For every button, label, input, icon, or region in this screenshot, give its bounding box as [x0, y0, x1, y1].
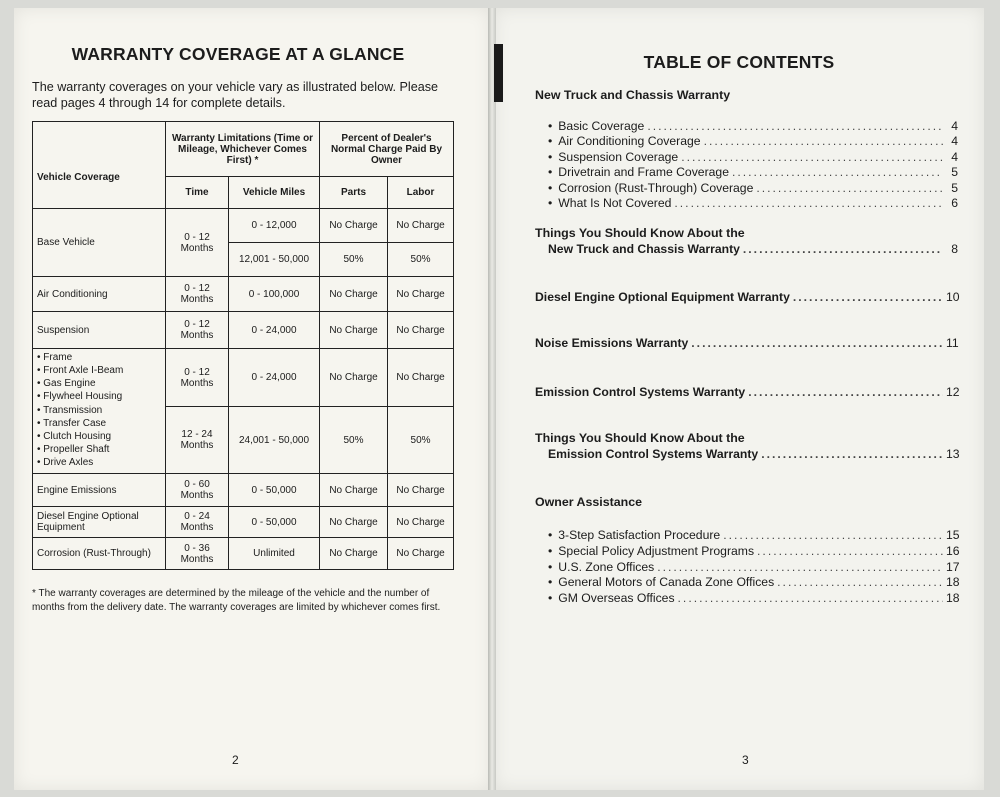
bullet-icon: • [548, 575, 553, 590]
cell-parts: No Charge [320, 474, 388, 507]
cell-miles: Unlimited [229, 538, 320, 570]
header-labor: Labor [388, 177, 454, 209]
cell-labor: 50% [388, 407, 454, 474]
toc-label: Special Policy Adjustment Programs [558, 543, 755, 558]
toc-label: Diesel Engine Optional Equipment Warranty [535, 290, 790, 304]
table-row [33, 349, 454, 407]
toc-label: Suspension Coverage [558, 149, 679, 164]
toc-label: U.S. Zone Offices [558, 559, 655, 574]
toc-page: 5 [951, 180, 958, 195]
cell-parts: No Charge [320, 277, 388, 312]
page-number-left: 2 [232, 753, 239, 767]
toc-page: 8 [951, 242, 958, 256]
drivetrain-item: • Front Axle I-Beam [37, 365, 161, 378]
toc-page: 18 [946, 591, 960, 606]
toc-page: 17 [946, 559, 960, 574]
table-row [33, 474, 454, 507]
toc-things1[interactable] [548, 242, 958, 256]
toc-page: 4 [951, 134, 958, 149]
table-row [33, 538, 454, 570]
cell-labor: No Charge [388, 209, 454, 243]
toc-label: Noise Emissions Warranty [535, 336, 689, 350]
cell-time: 0 - 36 Months [166, 538, 229, 570]
toc-page: 13 [946, 447, 960, 461]
warranty-table [32, 121, 454, 570]
header-percent: Percent of Dealer's Normal Charge Paid By Owner [320, 122, 454, 177]
toc-section-owner: Owner Assistance [535, 495, 642, 509]
cell-parts: No Charge [320, 349, 388, 407]
bullet-icon: • [548, 165, 553, 180]
toc-entry[interactable] [548, 575, 958, 589]
toc-entry[interactable] [548, 560, 958, 574]
leader-dots [732, 165, 943, 179]
leader-dots [657, 560, 943, 574]
toc-entry[interactable] [548, 528, 958, 542]
header-vehicle-coverage: Vehicle Coverage [33, 122, 166, 209]
toc-entry[interactable] [548, 544, 958, 558]
toc-label: Basic Coverage [558, 119, 645, 133]
bullet-icon: • [548, 543, 553, 558]
toc-things2[interactable] [548, 447, 958, 461]
bullet-icon: • [548, 196, 553, 210]
toc-entry[interactable] [548, 134, 958, 148]
bullet-icon: • [548, 149, 553, 164]
bullet-icon: • [548, 559, 553, 574]
toc-page: 5 [951, 165, 958, 180]
bullet-icon: • [548, 134, 553, 149]
cell-parts: No Charge [320, 538, 388, 570]
toc-page: 12 [946, 385, 960, 399]
header-time: Time [166, 177, 229, 209]
toc-entry[interactable] [548, 181, 958, 195]
cell-miles: 0 - 50,000 [229, 474, 320, 507]
toc-entry[interactable] [548, 150, 958, 164]
row-label: Base Vehicle [33, 209, 166, 277]
leader-dots [704, 134, 943, 148]
footnote: * The warranty coverages are determined by the mileage of the vehicle and the number of months from the delivery date. The warranty coverages are limited by whichever comes first. [32, 588, 441, 613]
cell-parts: 50% [320, 407, 388, 474]
cell-parts: 50% [320, 243, 388, 277]
toc-page: 16 [946, 543, 960, 558]
cell-miles: 0 - 12,000 [229, 209, 320, 243]
page-number-right: 3 [742, 753, 749, 767]
cell-labor: No Charge [388, 474, 454, 507]
header-miles: Vehicle Miles [229, 177, 320, 209]
cell-parts: No Charge [320, 312, 388, 349]
leader-dots [681, 150, 943, 164]
drivetrain-item: • Transfer Case [37, 418, 161, 431]
left-page-title: WARRANTY COVERAGE AT A GLANCE [71, 44, 405, 64]
table-row [33, 277, 454, 312]
leader-dots [691, 336, 943, 350]
toc-label: Emission Control Systems Warranty [535, 385, 746, 399]
drivetrain-components [33, 349, 166, 474]
leader-dots [743, 242, 943, 256]
toc-label: Drivetrain and Frame Coverage [558, 165, 729, 180]
cell-parts: No Charge [320, 209, 388, 243]
drivetrain-item: • Propeller Shaft [37, 444, 161, 457]
row-label: Suspension [33, 312, 166, 349]
cell-time: 0 - 60 Months [166, 474, 229, 507]
leader-dots [756, 181, 943, 195]
cell-miles: 24,001 - 50,000 [229, 407, 320, 474]
toc-page: 4 [951, 119, 958, 133]
cell-time: 0 - 12 Months [166, 349, 229, 407]
cell-time: 0 - 12 Months [166, 277, 229, 312]
drivetrain-item: • Transmission [37, 405, 161, 418]
cell-miles: 0 - 100,000 [229, 277, 320, 312]
cell-labor: No Charge [388, 538, 454, 570]
toc-page: 15 [946, 528, 960, 542]
bullet-icon: • [548, 180, 553, 195]
cell-time: 0 - 12 Months [166, 312, 229, 349]
leader-dots [757, 544, 943, 558]
toc-label: What Is Not Covered [558, 196, 672, 210]
toc-label: 3-Step Satisfaction Procedure [558, 528, 721, 542]
cell-miles: 0 - 24,000 [229, 349, 320, 407]
toc-label: Air Conditioning Coverage [558, 134, 701, 149]
drivetrain-item: • Drive Axles [37, 457, 161, 470]
drivetrain-item: • Frame [37, 352, 161, 365]
toc-page: 4 [951, 149, 958, 164]
cell-parts: No Charge [320, 507, 388, 538]
drivetrain-list [37, 352, 161, 469]
toc-section-new-truck: New Truck and Chassis Warranty [535, 88, 731, 102]
leader-dots [793, 290, 943, 304]
row-label: Engine Emissions [33, 474, 166, 507]
cell-miles: 0 - 50,000 [229, 507, 320, 538]
book-spine [488, 8, 496, 790]
toc-label: Emission Control Systems Warranty [548, 447, 759, 461]
drivetrain-item: • Flywheel Housing [37, 391, 161, 404]
intro-text: The warranty coverages on your vehicle vary as illustrated below. Please read pages 4 through 14 for complete details. [32, 80, 439, 110]
row-label: Air Conditioning [33, 277, 166, 312]
toc-page: 11 [946, 336, 959, 350]
toc-entry[interactable] [548, 165, 958, 179]
toc-things2-line1: Things You Should Know About the [535, 431, 745, 445]
bullet-icon: • [548, 591, 553, 606]
table-row [33, 507, 454, 538]
cell-labor: No Charge [388, 507, 454, 538]
cell-time: 12 - 24 Months [166, 407, 229, 474]
toc-title: TABLE OF CONTENTS [643, 52, 835, 72]
toc-page: 18 [946, 575, 960, 590]
leader-dots [777, 575, 943, 589]
cell-miles: 12,001 - 50,000 [229, 243, 320, 277]
table-row [33, 209, 454, 243]
toc-page: 10 [946, 290, 960, 304]
toc-label: Corrosion (Rust-Through) Coverage [558, 180, 754, 195]
toc-things1-line1: Things You Should Know About the [535, 226, 745, 240]
leader-dots [678, 591, 943, 605]
toc-noise[interactable] [535, 336, 958, 350]
header-parts: Parts [320, 177, 388, 209]
leader-dots [723, 528, 943, 542]
drivetrain-item: • Gas Engine [37, 378, 161, 391]
leader-dots [761, 447, 943, 461]
bullet-icon: • [548, 528, 553, 542]
cell-time: 0 - 24 Months [166, 507, 229, 538]
drivetrain-item: • Clutch Housing [37, 431, 161, 444]
cell-labor: 50% [388, 243, 454, 277]
toc-diesel[interactable] [535, 290, 958, 304]
toc-label: GM Overseas Offices [558, 591, 675, 606]
toc-entry[interactable] [548, 196, 958, 210]
cell-labor: No Charge [388, 277, 454, 312]
header-limitations: Warranty Limitations (Time or Mileage, Whichever Comes First) * [166, 122, 320, 177]
toc-emission[interactable] [535, 385, 958, 399]
cell-time: 0 - 12 Months [166, 209, 229, 277]
bullet-icon: • [548, 119, 553, 133]
cell-miles: 0 - 24,000 [229, 312, 320, 349]
leader-dots [647, 119, 943, 133]
row-label: Diesel Engine Optional Equipment [33, 507, 166, 538]
cell-labor: No Charge [388, 349, 454, 407]
leader-dots [748, 385, 943, 399]
cell-labor: No Charge [388, 312, 454, 349]
toc-entry[interactable] [548, 591, 958, 605]
leader-dots [674, 196, 943, 210]
row-label: Corrosion (Rust-Through) [33, 538, 166, 570]
toc-entry[interactable] [548, 119, 958, 133]
toc-label: General Motors of Canada Zone Offices [558, 575, 775, 590]
toc-page: 6 [951, 196, 958, 210]
toc-label: New Truck and Chassis Warranty [548, 242, 740, 256]
table-row [33, 312, 454, 349]
